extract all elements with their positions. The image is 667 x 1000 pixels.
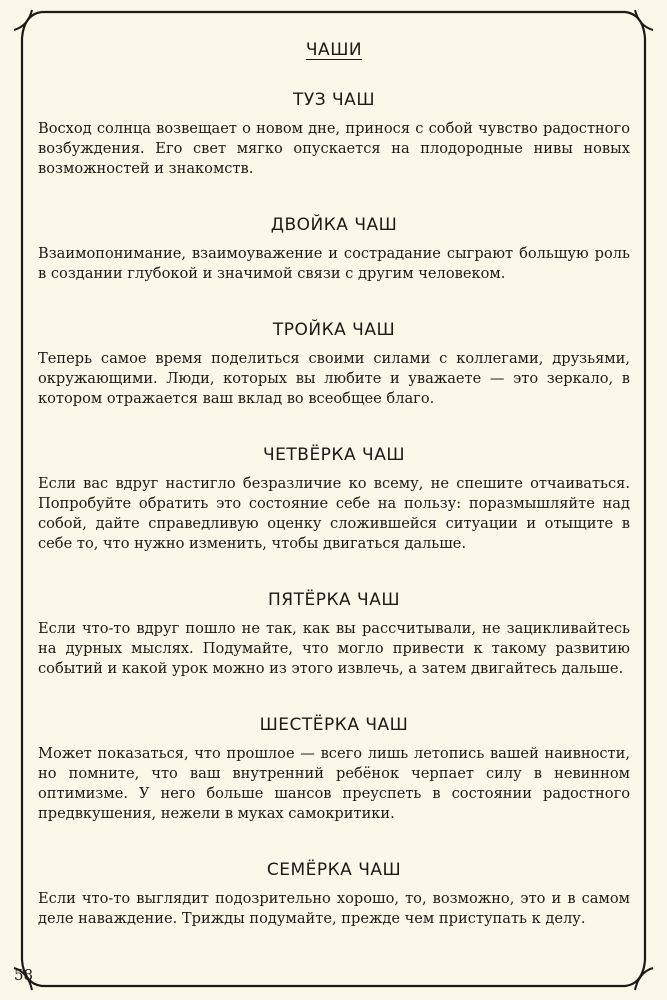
card-description: Если что-то выглядит подозрительно хорошо, то, возможно, это и в самом деле наваждение. Трижды подумайте, прежде чем приступать к делу. [38,890,630,927]
card-title: ЧЕТВЁРКА ЧАШ [263,445,405,465]
card-description: Взаимопонимание, взаимоуважение и сострадание сыграют большую роль в создании глубокой и значимой связи с другим человеком. [38,245,630,282]
card-section-five [38,590,630,679]
card-section-three [38,320,630,409]
card-description: Если вас вдруг настигло безразличие ко всему, не спешите отчаиваться. Попробуйте обратить это состояние себе на пользу: поразмышляйте над собой, дайте справедливую оценку сложившейся ситуации и отыщите в себе то, что нужно изменить, чтобы двигаться дальше. [38,475,630,552]
card-title: ТРОЙКА ЧАШ [272,320,396,340]
card-description: Теперь самое время поделиться своими силами с коллегами, друзьями, окружающими. Люди, которых вы любите и уважаете — это зеркало, в котором отражается ваш вклад во всеобщее благо. [38,350,630,407]
page-content [38,40,630,965]
card-section-ace [38,90,630,179]
card-title: СЕМЁРКА ЧАШ [266,860,402,880]
card-title: ПЯТЁРКА ЧАШ [267,590,401,610]
card-title: ДВОЙКА ЧАШ [270,215,398,235]
card-title: ТУЗ ЧАШ [292,90,375,110]
card-title: ШЕСТЁРКА ЧАШ [259,715,409,735]
card-description: Если что-то вдруг пошло не так, как вы рассчитывали, не зацикливайтесь на дурных мыслях. Подумайте, что могло привести к такому развитию событий и какой урок можно из этого извлечь, а затем двигайтесь дальше. [38,620,630,677]
card-section-seven [38,860,630,929]
card-description: Восход солнца возвещает о новом дне, принося с собой чувство радостного возбуждения. Его свет мягко опускается на плодородные нивы новых возможностей и знакомств. [38,120,630,177]
card-description: Может показаться, что прошлое — всего лишь летопись вашей наивности, но помните, что ваш внутренний ребёнок черпает силу в невинном оптимизме. У него больше шансов преуспеть в состоянии радостного предвкушения, нежели в муках самокритики. [38,745,630,822]
suit-title: ЧАШИ [305,40,363,60]
card-section-two [38,215,630,284]
card-section-six [38,715,630,824]
page-number: 58 [14,966,34,984]
card-section-four [38,445,630,554]
